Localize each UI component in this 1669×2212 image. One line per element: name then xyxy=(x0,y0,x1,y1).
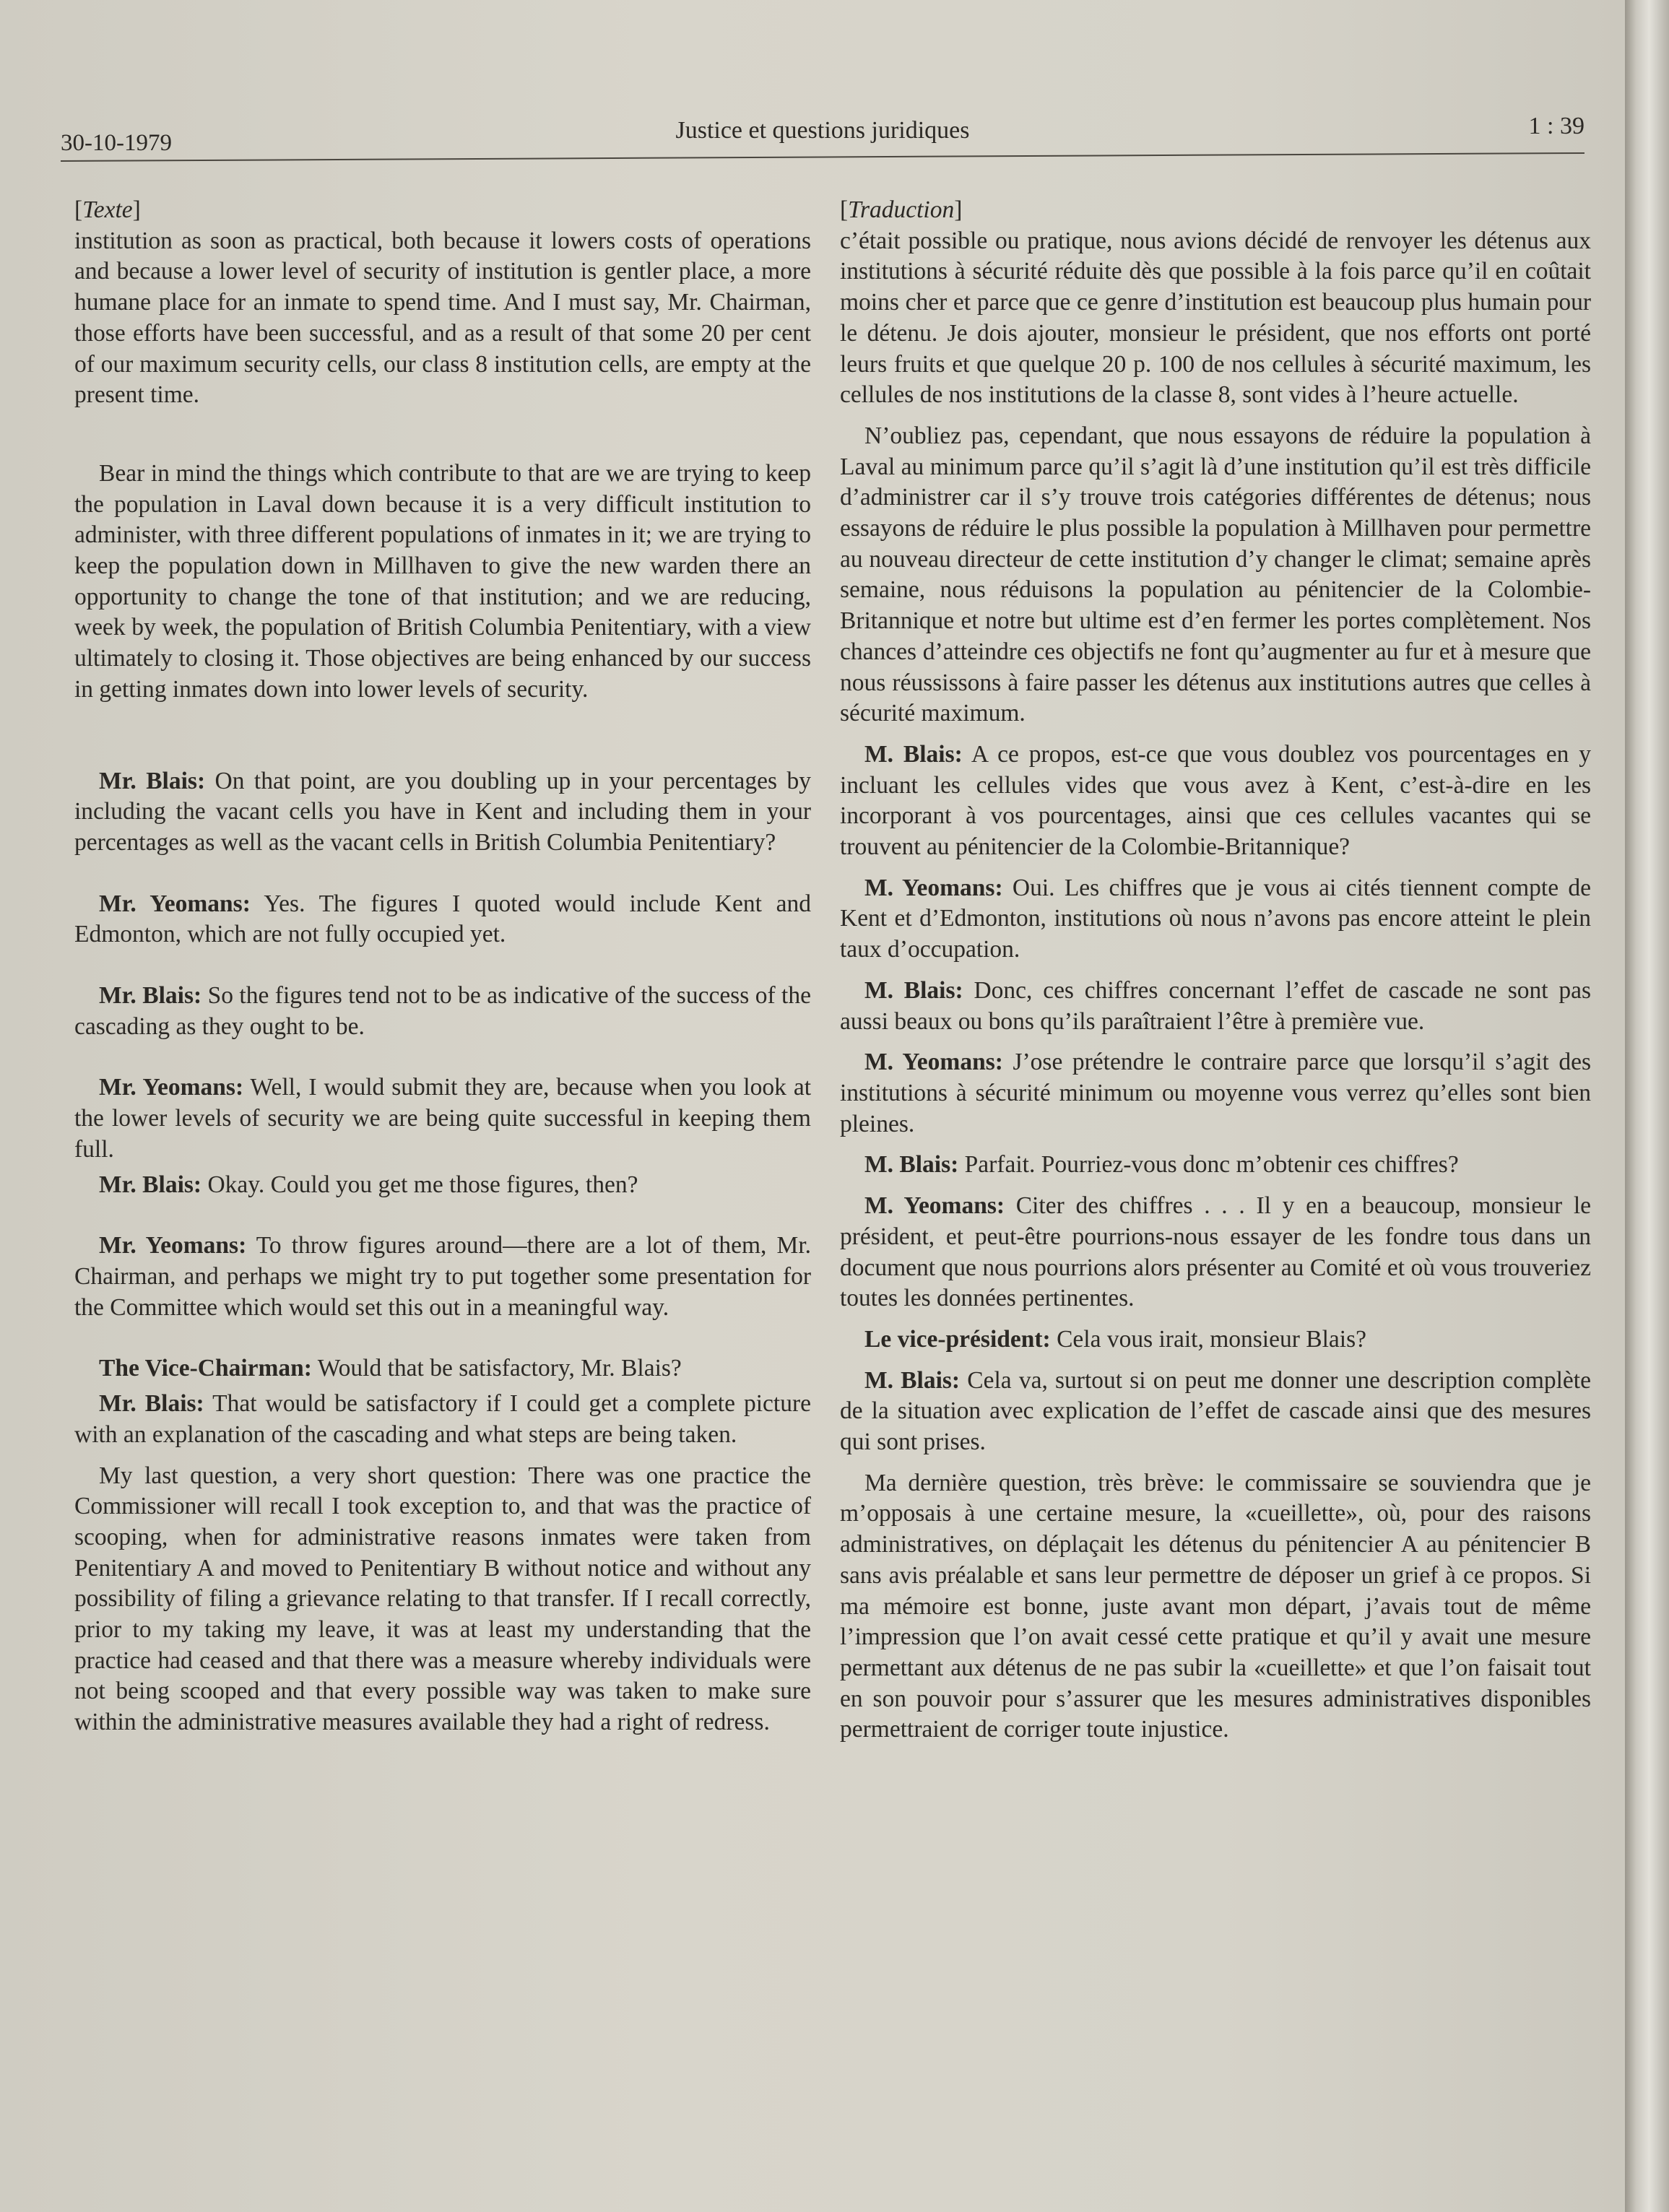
paragraph: The Vice-Chairman: Would that be satisfactory, Mr. Blais? xyxy=(99,1355,682,1382)
paragraph: Mr. Blais: So the figures tend not to be as indicative of the success of the cascading as they ought to be. xyxy=(74,982,811,1040)
speaker-name: Mr. Yeomans: xyxy=(99,1074,244,1101)
paragraph: M. Blais: Parfait. Pourriez-vous donc m’obtenir ces chiffres? xyxy=(864,1151,1459,1179)
speaker-name: Mr. Blais: xyxy=(99,767,206,794)
paragraph: M. Yeomans: J’ose prétendre le contraire parce que lorsqu’il s’agit des institutions à sécurité minimum ou moyenne vous verrez qu’elles sont bien pleines. xyxy=(840,1049,1591,1137)
paragraph: M. Blais: A ce propos, est-ce que vous doublez vos pourcentages en y incluant les cellules vides que vous avez à Kent, c’est-à-dire en les incorporant à vos pourcentages, ainsi que ces cellules vacantes qui se trouvent au pénitencier de la Colombie-Britannique? xyxy=(840,740,1591,861)
page-edge xyxy=(1625,0,1669,2212)
section-marker: [Texte] xyxy=(74,196,141,223)
speaker-name: Mr. Blais: xyxy=(99,1390,204,1418)
speaker-name: Mr. Yeomans: xyxy=(99,890,251,917)
paragraph: M. Blais: Cela va, surtout si on peut me donner une description complète de la situation avec explication de l’effet de cascade ainsi que des mesures qui sont prises. xyxy=(840,1366,1591,1456)
header-page-number: 1 : 39 xyxy=(1528,113,1585,139)
speaker-name: Mr. Yeomans: xyxy=(99,1232,247,1259)
paragraph: institution as soon as practical, both because it lowers costs of operations and because a lower level of security of institution is gentler place, a more humane place for an inmate to spend time. And I must say, Mr. Chairman, those efforts have been successful, and as a result of that some 20 per cent of our maximum security cells, our class 8 institution cells, are empty at the present time. xyxy=(74,227,811,409)
left-column xyxy=(74,195,811,1738)
paragraph: Mr. Yeomans: Yes. The figures I quoted would include Kent and Edmonton, which are not fully occupied yet. xyxy=(74,890,811,948)
paragraph: Mr. Blais: Okay. Could you get me those figures, then? xyxy=(99,1171,638,1198)
paragraph: Bear in mind the things which contribute to that are we are trying to keep the population in Laval down because it is a very difficult institution to administer, with three different populations of inmates in it; we are trying to keep the population down in Millhaven to give the new warden there an opportunity to change the tone of that institution; and we are reducing, week by week, the population of British Columbia Penitentiary, with a view ultimately to closing it. Those objectives are being enhanced by our success in getting inmates down into lower levels of security. xyxy=(74,459,811,703)
speaker-name: Mr. Blais: xyxy=(99,1171,202,1198)
speaker-name: M. Yeomans: xyxy=(864,874,1003,901)
speaker-name: M. Yeomans: xyxy=(864,1192,1005,1220)
speaker-name: Le vice-président: xyxy=(864,1325,1051,1353)
speaker-name: The Vice-Chairman: xyxy=(99,1355,312,1382)
speaker-name: M. Blais: xyxy=(864,1366,961,1394)
paragraph: Mr. Yeomans: To throw figures around—there are a lot of them, Mr. Chairman, and perhaps we might try to put together some presentation for the Committee which would set this out in a meaningful way. xyxy=(74,1232,812,1321)
paragraph: Mr. Yeomans: Well, I would submit they are, because when you look at the lower levels of security we are being quite successful in keeping them full. xyxy=(74,1074,812,1163)
paragraph: Mr. Blais: That would be satisfactory if I could get a complete picture with an explanation of the cascading and what steps are being taken. xyxy=(74,1390,811,1448)
paragraph: N’oubliez pas, cependant, que nous essayons de réduire la population à Laval au minimum parce qu’il s’agit là d’une institution qu’il est très difficile d’administrer car il s’y trouve trois catégories différentes de détenus; nous essayons de réduire le plus possible la population à Millhaven pour permettre au nouveau directeur de cette institution d’y changer le climat; semaine après semaine, nous réduisons la population au pénitencier de la Colombie-Britannique et notre but ultime est d’en fermer les portes complètement. Nos chances d’atteindre ces objectifs ne font qu’augmenter au fur et à mesure que nous réussissons à faire passer les détenus aux institutions autres que celles à sécurité maximum. xyxy=(840,422,1591,727)
speaker-name: M. Yeomans: xyxy=(864,1049,1003,1076)
speaker-name: M. Blais: xyxy=(864,1151,959,1179)
paragraph: c’était possible ou pratique, nous avions décidé de renvoyer les détenus aux institutions à sécurité réduite dès que possible à la fois parce qu’il en coûtait moins cher et parce que ce genre d’institution est beaucoup plus humain pour le détenu. Je dois ajouter, monsieur le président, que nos efforts ont porté leurs fruits et que quelque 20 p. 100 de nos cellules à sécurité maximum, les cellules de nos institutions de la classe 8, sont vides à l’heure actuelle. xyxy=(840,227,1591,409)
speaker-name: Mr. Blais: xyxy=(99,982,202,1010)
speaker-name: M. Blais: xyxy=(864,740,963,768)
paragraph: M. Yeomans: Citer des chiffres . . . Il y en a beaucoup, monsieur le président, et peut-être pourrions-nous essayer de les fondre tous dans un document que nous pourrions alors présenter au Comité et où vous trouveriez toutes les données pertinentes. xyxy=(840,1192,1591,1312)
section-marker: [Traduction] xyxy=(840,196,963,223)
paragraph: Ma dernière question, très brève: le commissaire se souviendra que je m’opposais à une certaine mesure, la «cueillette», où, pour des raisons administratives, on déplaçait les détenus du pénitencier A au pénitencier B sans avis préalable et sans leur permettre de déposer un grief à ce propos. Si ma mémoire est bonne, juste avant mon départ, j’avais tout de même l’impression que l’on avait cessé cette pratique et qu’il y avait une mesure permettant aux détenus de ne pas subir la «cueillette» et que l’on faisait tout en son pouvoir pour s’assurer que les mesures administratives disponibles permettraient de corriger toute injustice. xyxy=(840,1469,1591,1743)
paragraph: My last question, a very short question: There was one practice the Commissioner will recall I took exception to, and that was the practice of scooping, when for administrative reasons inmates were taken from Penitentiary A and moved to Penitentiary B without notice and without any possibility of filing a grievance relating to that transfer. If I recall correctly, prior to my taking my leave, it was at least my understanding that the practice had ceased and that there was a measure whereby individuals were not being scooped and that every possible way was taken to make sure within the administrative measures available they had a right of redress. xyxy=(74,1462,811,1736)
paragraph: Mr. Blais: On that point, are you doubling up in your percentages by including the vacant cells you have in Kent and including them in your percentages as well as the vacant cells in British Columbia Penitentiary? xyxy=(74,767,811,856)
right-column xyxy=(840,195,1591,1745)
paragraph: Le vice-président: Cela vous irait, monsieur Blais? xyxy=(864,1325,1366,1353)
header-title: Justice et questions juridiques xyxy=(675,117,970,144)
header-date: 30-10-1979 xyxy=(61,130,172,156)
speaker-name: M. Blais: xyxy=(864,976,963,1004)
paragraph: M. Blais: Donc, ces chiffres concernant l’effet de cascade ne sont pas aussi beaux ou bons qu’ils paraîtraient l’être à première vue. xyxy=(840,976,1591,1035)
paragraph: M. Yeomans: Oui. Les chiffres que je vous ai cités tiennent compte de Kent et d’Edmonton, institutions où nous n’avons pas encore atteint le plein taux d’occupation. xyxy=(840,874,1591,963)
